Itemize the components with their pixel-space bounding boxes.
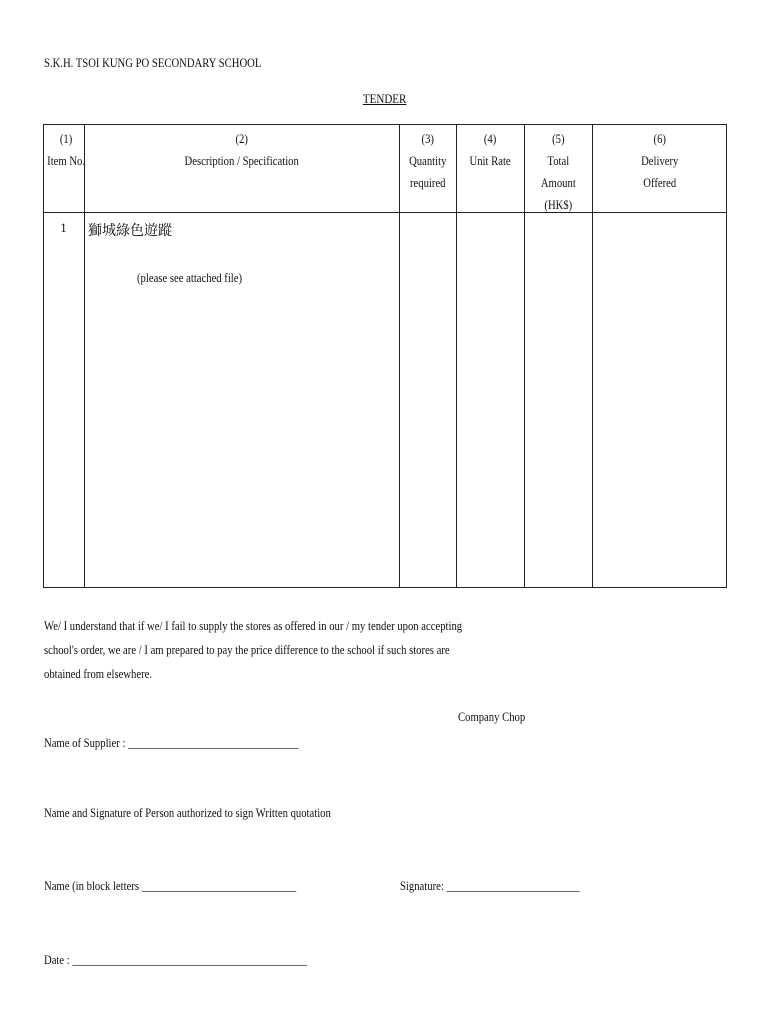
- header-item-no: [43, 128, 84, 172]
- column-label: Description / Specification: [184, 153, 299, 168]
- company-chop-label: Company Chop: [458, 709, 526, 724]
- tender-table: [43, 124, 727, 588]
- column-label: Item No.: [47, 153, 86, 168]
- header-divider: [43, 212, 727, 213]
- column-label: Delivery: [640, 153, 679, 168]
- item-description: 獅城綠色遊蹤: [88, 223, 172, 239]
- declaration-line: We/ I understand that if we/ I fail to supply the stores as offered in our / my tender upon accepting: [44, 618, 463, 633]
- column-label: Unit Rate: [469, 153, 511, 168]
- header-total-amount: [524, 128, 592, 216]
- authorized-person-label: Name and Signature of Person authorized to sign Written quotation: [44, 805, 331, 820]
- item-number: 1: [60, 220, 67, 235]
- column-label: required: [409, 175, 446, 190]
- column-label: Offered: [643, 175, 676, 190]
- declaration-line: school's order, we are / I am prepared to pay the price difference to the school if such stores are: [44, 642, 450, 657]
- column-divider: [456, 124, 457, 588]
- column-number: (1): [59, 131, 73, 146]
- header-unit-rate: [456, 128, 524, 172]
- school-name: S.K.H. TSOI KUNG PO SECONDARY SCHOOL: [44, 55, 262, 70]
- header-delivery: [592, 128, 727, 194]
- column-divider: [84, 124, 85, 588]
- declaration-text: [44, 614, 462, 686]
- column-label: Quantity: [408, 153, 447, 168]
- date-field: Date : ____________________________________________: [44, 952, 307, 967]
- page-title: TENDER: [363, 91, 407, 106]
- column-number: (2): [235, 131, 248, 146]
- column-label: (HK$): [544, 197, 572, 212]
- header-description: [84, 128, 399, 172]
- column-label: Amount: [540, 175, 576, 190]
- column-number: (5): [551, 131, 565, 146]
- title-container: [0, 90, 770, 108]
- header-quantity: [399, 128, 456, 194]
- column-number: (6): [653, 131, 666, 146]
- signature-field: Signature: _________________________: [400, 878, 580, 893]
- block-letters-name-field: Name (in block letters _____________________________: [44, 878, 297, 893]
- column-label: Total: [547, 153, 569, 168]
- supplier-name-field: Name of Supplier : ________________________________: [44, 735, 299, 750]
- column-number: (3): [421, 131, 434, 146]
- item-note: (please see attached file): [137, 270, 243, 285]
- declaration-line: obtained from elsewhere.: [44, 666, 153, 681]
- column-number: (4): [483, 131, 497, 146]
